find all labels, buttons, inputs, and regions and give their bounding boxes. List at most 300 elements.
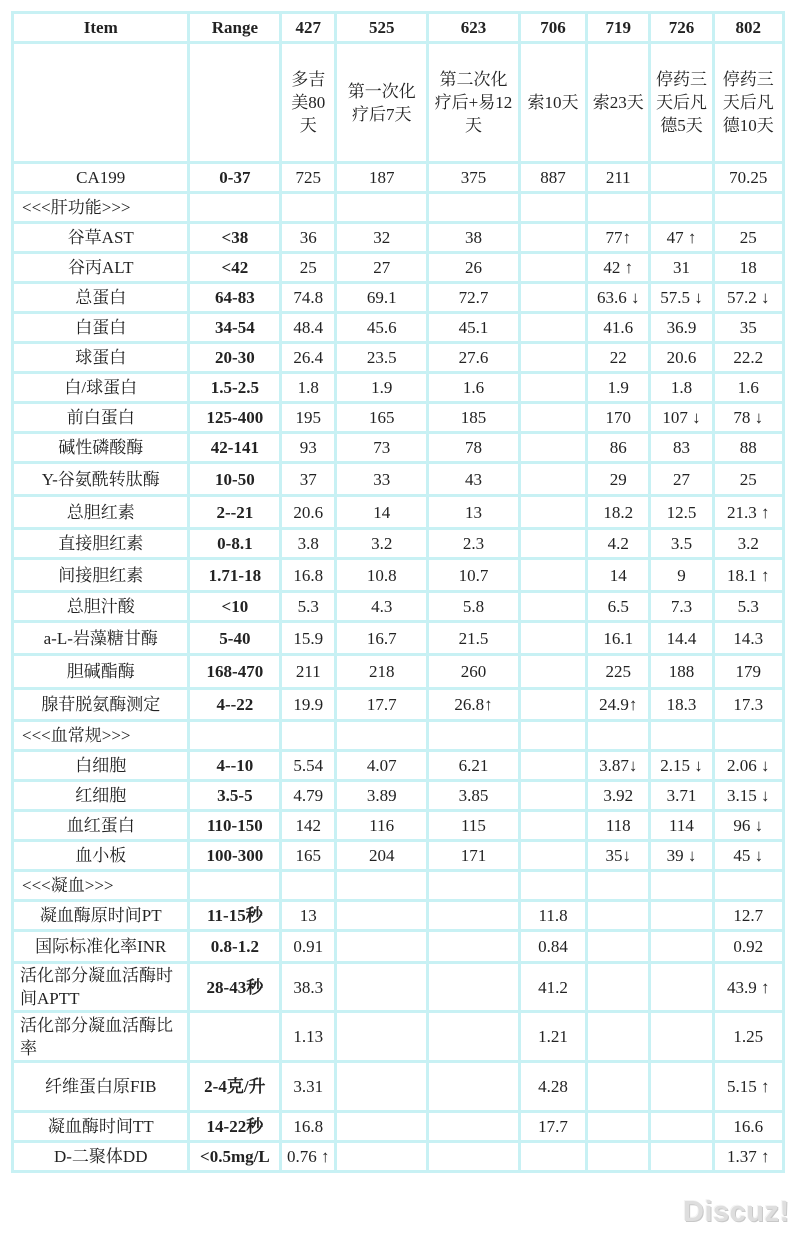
table-row xyxy=(14,752,782,779)
result-value: 16.8 xyxy=(282,560,334,590)
result-value: 1.6 xyxy=(715,374,782,401)
result-value: 16.6 xyxy=(715,1113,782,1140)
treatment-note: 多吉美80天 xyxy=(282,44,334,161)
result-value: 96 ↓ xyxy=(715,812,782,839)
result-value xyxy=(521,314,585,341)
table-row xyxy=(14,530,782,557)
reference-range: 0-8.1 xyxy=(190,530,279,557)
test-name: 白细胞 xyxy=(14,752,187,779)
result-value xyxy=(521,434,585,461)
result-value xyxy=(521,560,585,590)
table-row xyxy=(14,902,782,929)
section-empty-cell xyxy=(337,872,426,899)
result-value: 26.8↑ xyxy=(429,690,518,719)
result-value xyxy=(521,254,585,281)
reference-range: 64-83 xyxy=(190,284,279,311)
section-empty-cell xyxy=(337,194,426,221)
result-value xyxy=(651,1063,711,1110)
result-value: 3.2 xyxy=(337,530,426,557)
result-value: 1.9 xyxy=(337,374,426,401)
reference-range: 10-50 xyxy=(190,464,279,494)
result-value: 1.8 xyxy=(282,374,334,401)
result-value: 38 xyxy=(429,224,518,251)
result-value: 1.6 xyxy=(429,374,518,401)
result-value xyxy=(337,932,426,961)
result-value: 32 xyxy=(337,224,426,251)
section-empty-cell xyxy=(282,872,334,899)
result-value: 4.07 xyxy=(337,752,426,779)
table-row xyxy=(14,284,782,311)
test-name: 总胆汁酸 xyxy=(14,593,187,620)
result-value: 70.25 xyxy=(715,164,782,191)
result-value: 225 xyxy=(588,656,648,687)
treatment-note: 索10天 xyxy=(521,44,585,161)
result-value xyxy=(521,1143,585,1170)
result-value: 2.06 ↓ xyxy=(715,752,782,779)
result-value: 5.3 xyxy=(282,593,334,620)
table-row xyxy=(14,690,782,719)
result-value: 1.37 ↑ xyxy=(715,1143,782,1170)
result-value: 77↑ xyxy=(588,224,648,251)
result-value: 20.6 xyxy=(282,497,334,527)
result-value: 3.87↓ xyxy=(588,752,648,779)
test-name: 白/球蛋白 xyxy=(14,374,187,401)
test-name: 谷草AST xyxy=(14,224,187,251)
result-value: 3.2 xyxy=(715,530,782,557)
section-empty-cell xyxy=(715,194,782,221)
reference-range: 1.71-18 xyxy=(190,560,279,590)
test-name: 活化部分凝血活酶时间APTT xyxy=(14,964,187,1010)
result-value: 6.5 xyxy=(588,593,648,620)
result-value: 31 xyxy=(651,254,711,281)
reference-range: 1.5-2.5 xyxy=(190,374,279,401)
table-row xyxy=(14,404,782,431)
reference-range: 2-4克/升 xyxy=(190,1063,279,1110)
test-name: 前白蛋白 xyxy=(14,404,187,431)
header-range: Range xyxy=(190,14,279,41)
result-value: 187 xyxy=(337,164,426,191)
result-value: 2.15 ↓ xyxy=(651,752,711,779)
section-range-empty xyxy=(190,872,279,899)
result-value: 3.31 xyxy=(282,1063,334,1110)
result-value: 21.5 xyxy=(429,623,518,653)
result-value: 12.7 xyxy=(715,902,782,929)
result-value: 20.6 xyxy=(651,344,711,371)
test-name: 凝血酶原时间PT xyxy=(14,902,187,929)
test-name: 红细胞 xyxy=(14,782,187,809)
section-empty-cell xyxy=(282,722,334,749)
test-name: 凝血酶时间TT xyxy=(14,1113,187,1140)
result-value: 375 xyxy=(429,164,518,191)
result-value: 260 xyxy=(429,656,518,687)
result-value xyxy=(337,964,426,1010)
result-value: 17.7 xyxy=(337,690,426,719)
result-value: 72.7 xyxy=(429,284,518,311)
result-value: 211 xyxy=(282,656,334,687)
lab-results-table xyxy=(11,11,785,1173)
result-value: 3.8 xyxy=(282,530,334,557)
notes-range-empty xyxy=(190,44,279,161)
result-value xyxy=(337,1113,426,1140)
section-empty-cell xyxy=(429,872,518,899)
result-value xyxy=(521,497,585,527)
table-row xyxy=(14,1013,782,1060)
result-value: 24.9↑ xyxy=(588,690,648,719)
result-value: 18.2 xyxy=(588,497,648,527)
result-value: 170 xyxy=(588,404,648,431)
test-name: 球蛋白 xyxy=(14,344,187,371)
result-value: 1.9 xyxy=(588,374,648,401)
result-value: 107 ↓ xyxy=(651,404,711,431)
result-value: 4.79 xyxy=(282,782,334,809)
result-value xyxy=(521,374,585,401)
result-value: 33 xyxy=(337,464,426,494)
test-name: 碱性磷酸酶 xyxy=(14,434,187,461)
result-value: 93 xyxy=(282,434,334,461)
result-value: 16.8 xyxy=(282,1113,334,1140)
result-value: 45.1 xyxy=(429,314,518,341)
result-value: 4.2 xyxy=(588,530,648,557)
result-value: 19.9 xyxy=(282,690,334,719)
result-value: 218 xyxy=(337,656,426,687)
result-value: 115 xyxy=(429,812,518,839)
reference-range: 168-470 xyxy=(190,656,279,687)
section-empty-cell xyxy=(521,872,585,899)
section-row xyxy=(14,872,782,899)
reference-range: <38 xyxy=(190,224,279,251)
treatment-note: 停药三天后凡德10天 xyxy=(715,44,782,161)
section-empty-cell xyxy=(429,194,518,221)
section-range-empty xyxy=(190,722,279,749)
result-value: 21.3 ↑ xyxy=(715,497,782,527)
result-value xyxy=(521,656,585,687)
result-value: 37 xyxy=(282,464,334,494)
result-value xyxy=(588,932,648,961)
result-value xyxy=(651,902,711,929)
section-title: <<<肝功能>>> xyxy=(14,194,187,221)
result-value: 35 xyxy=(715,314,782,341)
result-value: 0.91 xyxy=(282,932,334,961)
section-title: <<<血常规>>> xyxy=(14,722,187,749)
section-empty-cell xyxy=(651,722,711,749)
result-value: 1.21 xyxy=(521,1013,585,1060)
result-value: 16.1 xyxy=(588,623,648,653)
table-row xyxy=(14,656,782,687)
result-value xyxy=(521,344,585,371)
table-row xyxy=(14,1113,782,1140)
treatment-note: 第一次化疗后7天 xyxy=(337,44,426,161)
result-value: 1.13 xyxy=(282,1013,334,1060)
reference-range xyxy=(190,1013,279,1060)
result-value: 42 ↑ xyxy=(588,254,648,281)
result-value: 5.54 xyxy=(282,752,334,779)
result-value: 14 xyxy=(588,560,648,590)
result-value: 45 ↓ xyxy=(715,842,782,869)
result-value xyxy=(651,932,711,961)
result-value xyxy=(521,623,585,653)
test-name: 血红蛋白 xyxy=(14,812,187,839)
result-value: 114 xyxy=(651,812,711,839)
result-value: 725 xyxy=(282,164,334,191)
test-name: 血小板 xyxy=(14,842,187,869)
table-row xyxy=(14,623,782,653)
result-value xyxy=(588,964,648,1010)
result-value xyxy=(521,464,585,494)
result-value: 86 xyxy=(588,434,648,461)
result-value: 26.4 xyxy=(282,344,334,371)
section-empty-cell xyxy=(588,722,648,749)
table-row xyxy=(14,254,782,281)
result-value xyxy=(651,964,711,1010)
result-value: 10.8 xyxy=(337,560,426,590)
result-value: 4.3 xyxy=(337,593,426,620)
result-value: 45.6 xyxy=(337,314,426,341)
header-date: 802 xyxy=(715,14,782,41)
result-value: 211 xyxy=(588,164,648,191)
table-row xyxy=(14,344,782,371)
treatment-note: 停药三天后凡德5天 xyxy=(651,44,711,161)
result-value: 39 ↓ xyxy=(651,842,711,869)
result-value xyxy=(521,782,585,809)
test-name: 总胆红素 xyxy=(14,497,187,527)
result-value: 12.5 xyxy=(651,497,711,527)
section-empty-cell xyxy=(715,872,782,899)
section-row xyxy=(14,194,782,221)
result-value: 41.6 xyxy=(588,314,648,341)
result-value: 22 xyxy=(588,344,648,371)
result-value xyxy=(521,224,585,251)
result-value xyxy=(588,1013,648,1060)
result-value: 2.3 xyxy=(429,530,518,557)
result-value: 165 xyxy=(337,404,426,431)
result-value: 18.1 ↑ xyxy=(715,560,782,590)
section-row xyxy=(14,722,782,749)
result-value: 16.7 xyxy=(337,623,426,653)
result-value xyxy=(521,593,585,620)
result-value: 15.9 xyxy=(282,623,334,653)
result-value xyxy=(651,1113,711,1140)
header-item: Item xyxy=(14,14,187,41)
result-value: 78 xyxy=(429,434,518,461)
reference-range: 11-15秒 xyxy=(190,902,279,929)
result-value: 27 xyxy=(651,464,711,494)
table-row xyxy=(14,1063,782,1110)
result-value xyxy=(651,1013,711,1060)
result-value: 41.2 xyxy=(521,964,585,1010)
result-value: 22.2 xyxy=(715,344,782,371)
result-value xyxy=(429,1063,518,1110)
result-value xyxy=(429,1113,518,1140)
result-value: 57.2 ↓ xyxy=(715,284,782,311)
treatment-note: 第二次化疗后+易12天 xyxy=(429,44,518,161)
result-value: 3.85 xyxy=(429,782,518,809)
result-value xyxy=(521,752,585,779)
table-row xyxy=(14,842,782,869)
result-value: 73 xyxy=(337,434,426,461)
table-row xyxy=(14,1143,782,1170)
reference-range: 14-22秒 xyxy=(190,1113,279,1140)
table-row xyxy=(14,497,782,527)
result-value: 3.89 xyxy=(337,782,426,809)
result-value: 74.8 xyxy=(282,284,334,311)
test-name: CA199 xyxy=(14,164,187,191)
result-value xyxy=(429,932,518,961)
result-value xyxy=(429,964,518,1010)
result-value: 195 xyxy=(282,404,334,431)
result-value: 27 xyxy=(337,254,426,281)
result-value: 10.7 xyxy=(429,560,518,590)
result-value xyxy=(429,1143,518,1170)
result-value: 57.5 ↓ xyxy=(651,284,711,311)
table-row xyxy=(14,224,782,251)
result-value: 25 xyxy=(715,224,782,251)
result-value xyxy=(588,1113,648,1140)
result-value: 63.6 ↓ xyxy=(588,284,648,311)
notes-item-empty xyxy=(14,44,187,161)
test-name: D-二聚体DD xyxy=(14,1143,187,1170)
section-empty-cell xyxy=(282,194,334,221)
result-value xyxy=(337,902,426,929)
treatment-note: 索23天 xyxy=(588,44,648,161)
result-value: 1.25 xyxy=(715,1013,782,1060)
result-value: 142 xyxy=(282,812,334,839)
test-name: 纤维蛋白原FIB xyxy=(14,1063,187,1110)
section-empty-cell xyxy=(521,194,585,221)
result-value: 36.9 xyxy=(651,314,711,341)
result-value xyxy=(337,1143,426,1170)
result-value: 116 xyxy=(337,812,426,839)
result-value: 29 xyxy=(588,464,648,494)
result-value: 47 ↑ xyxy=(651,224,711,251)
reference-range: <42 xyxy=(190,254,279,281)
result-value: 185 xyxy=(429,404,518,431)
result-value: 36 xyxy=(282,224,334,251)
result-value: 3.71 xyxy=(651,782,711,809)
discuz-watermark: Discuz! xyxy=(683,1196,790,1228)
result-value: 165 xyxy=(282,842,334,869)
result-value: 25 xyxy=(282,254,334,281)
table-row xyxy=(14,782,782,809)
result-value: 4.28 xyxy=(521,1063,585,1110)
result-value: 0.84 xyxy=(521,932,585,961)
table-row xyxy=(14,560,782,590)
result-value: 88 xyxy=(715,434,782,461)
result-value: 17.3 xyxy=(715,690,782,719)
result-value: 14.3 xyxy=(715,623,782,653)
header-date: 525 xyxy=(337,14,426,41)
reference-range: 4--10 xyxy=(190,752,279,779)
result-value: 11.8 xyxy=(521,902,585,929)
result-value: 13 xyxy=(282,902,334,929)
test-name: 间接胆红素 xyxy=(14,560,187,590)
result-value xyxy=(337,1063,426,1110)
result-value: 13 xyxy=(429,497,518,527)
section-empty-cell xyxy=(521,722,585,749)
treatment-notes-row xyxy=(14,44,782,161)
result-value: 5.3 xyxy=(715,593,782,620)
reference-range: 42-141 xyxy=(190,434,279,461)
reference-range: <0.5mg/L xyxy=(190,1143,279,1170)
result-value: 1.8 xyxy=(651,374,711,401)
result-value xyxy=(521,812,585,839)
table-row xyxy=(14,593,782,620)
reference-range: 5-40 xyxy=(190,623,279,653)
result-value: 83 xyxy=(651,434,711,461)
header-date: 726 xyxy=(651,14,711,41)
result-value: 43.9 ↑ xyxy=(715,964,782,1010)
result-value: 0.92 xyxy=(715,932,782,961)
result-value: 26 xyxy=(429,254,518,281)
reference-range: 0.8-1.2 xyxy=(190,932,279,961)
result-value xyxy=(521,284,585,311)
test-name: 直接胆红素 xyxy=(14,530,187,557)
result-value: 3.5 xyxy=(651,530,711,557)
section-range-empty xyxy=(190,194,279,221)
reference-range: 125-400 xyxy=(190,404,279,431)
section-empty-cell xyxy=(588,194,648,221)
result-value: 5.15 ↑ xyxy=(715,1063,782,1110)
test-name: 腺苷脱氨酶测定 xyxy=(14,690,187,719)
section-empty-cell xyxy=(588,872,648,899)
result-value: 14.4 xyxy=(651,623,711,653)
reference-range: 3.5-5 xyxy=(190,782,279,809)
test-name: 谷丙ALT xyxy=(14,254,187,281)
result-value xyxy=(651,164,711,191)
section-empty-cell xyxy=(337,722,426,749)
result-value: 17.7 xyxy=(521,1113,585,1140)
test-name: 白蛋白 xyxy=(14,314,187,341)
result-value: 171 xyxy=(429,842,518,869)
test-name: 胆碱酯酶 xyxy=(14,656,187,687)
result-value: 18.3 xyxy=(651,690,711,719)
result-value: 14 xyxy=(337,497,426,527)
result-value: 38.3 xyxy=(282,964,334,1010)
section-empty-cell xyxy=(429,722,518,749)
result-value: 48.4 xyxy=(282,314,334,341)
result-value: 35↓ xyxy=(588,842,648,869)
result-value: 18 xyxy=(715,254,782,281)
result-value: 179 xyxy=(715,656,782,687)
result-value xyxy=(588,1143,648,1170)
result-value xyxy=(521,404,585,431)
result-value: 6.21 xyxy=(429,752,518,779)
result-value: 204 xyxy=(337,842,426,869)
result-value: 78 ↓ xyxy=(715,404,782,431)
table-row xyxy=(14,964,782,1010)
result-value: 69.1 xyxy=(337,284,426,311)
test-name: 国际标准化率INR xyxy=(14,932,187,961)
header-date: 427 xyxy=(282,14,334,41)
result-value xyxy=(588,1063,648,1110)
test-name: 总蛋白 xyxy=(14,284,187,311)
result-value xyxy=(588,902,648,929)
table-row xyxy=(14,932,782,961)
result-value: 5.8 xyxy=(429,593,518,620)
reference-range: 20-30 xyxy=(190,344,279,371)
header-date: 719 xyxy=(588,14,648,41)
result-value xyxy=(521,842,585,869)
section-title: <<<凝血>>> xyxy=(14,872,187,899)
result-value: 3.15 ↓ xyxy=(715,782,782,809)
result-value: 43 xyxy=(429,464,518,494)
result-value: 118 xyxy=(588,812,648,839)
header-date: 706 xyxy=(521,14,585,41)
header-row xyxy=(14,14,782,41)
result-value: 9 xyxy=(651,560,711,590)
result-value: 25 xyxy=(715,464,782,494)
section-empty-cell xyxy=(651,872,711,899)
result-value xyxy=(429,902,518,929)
